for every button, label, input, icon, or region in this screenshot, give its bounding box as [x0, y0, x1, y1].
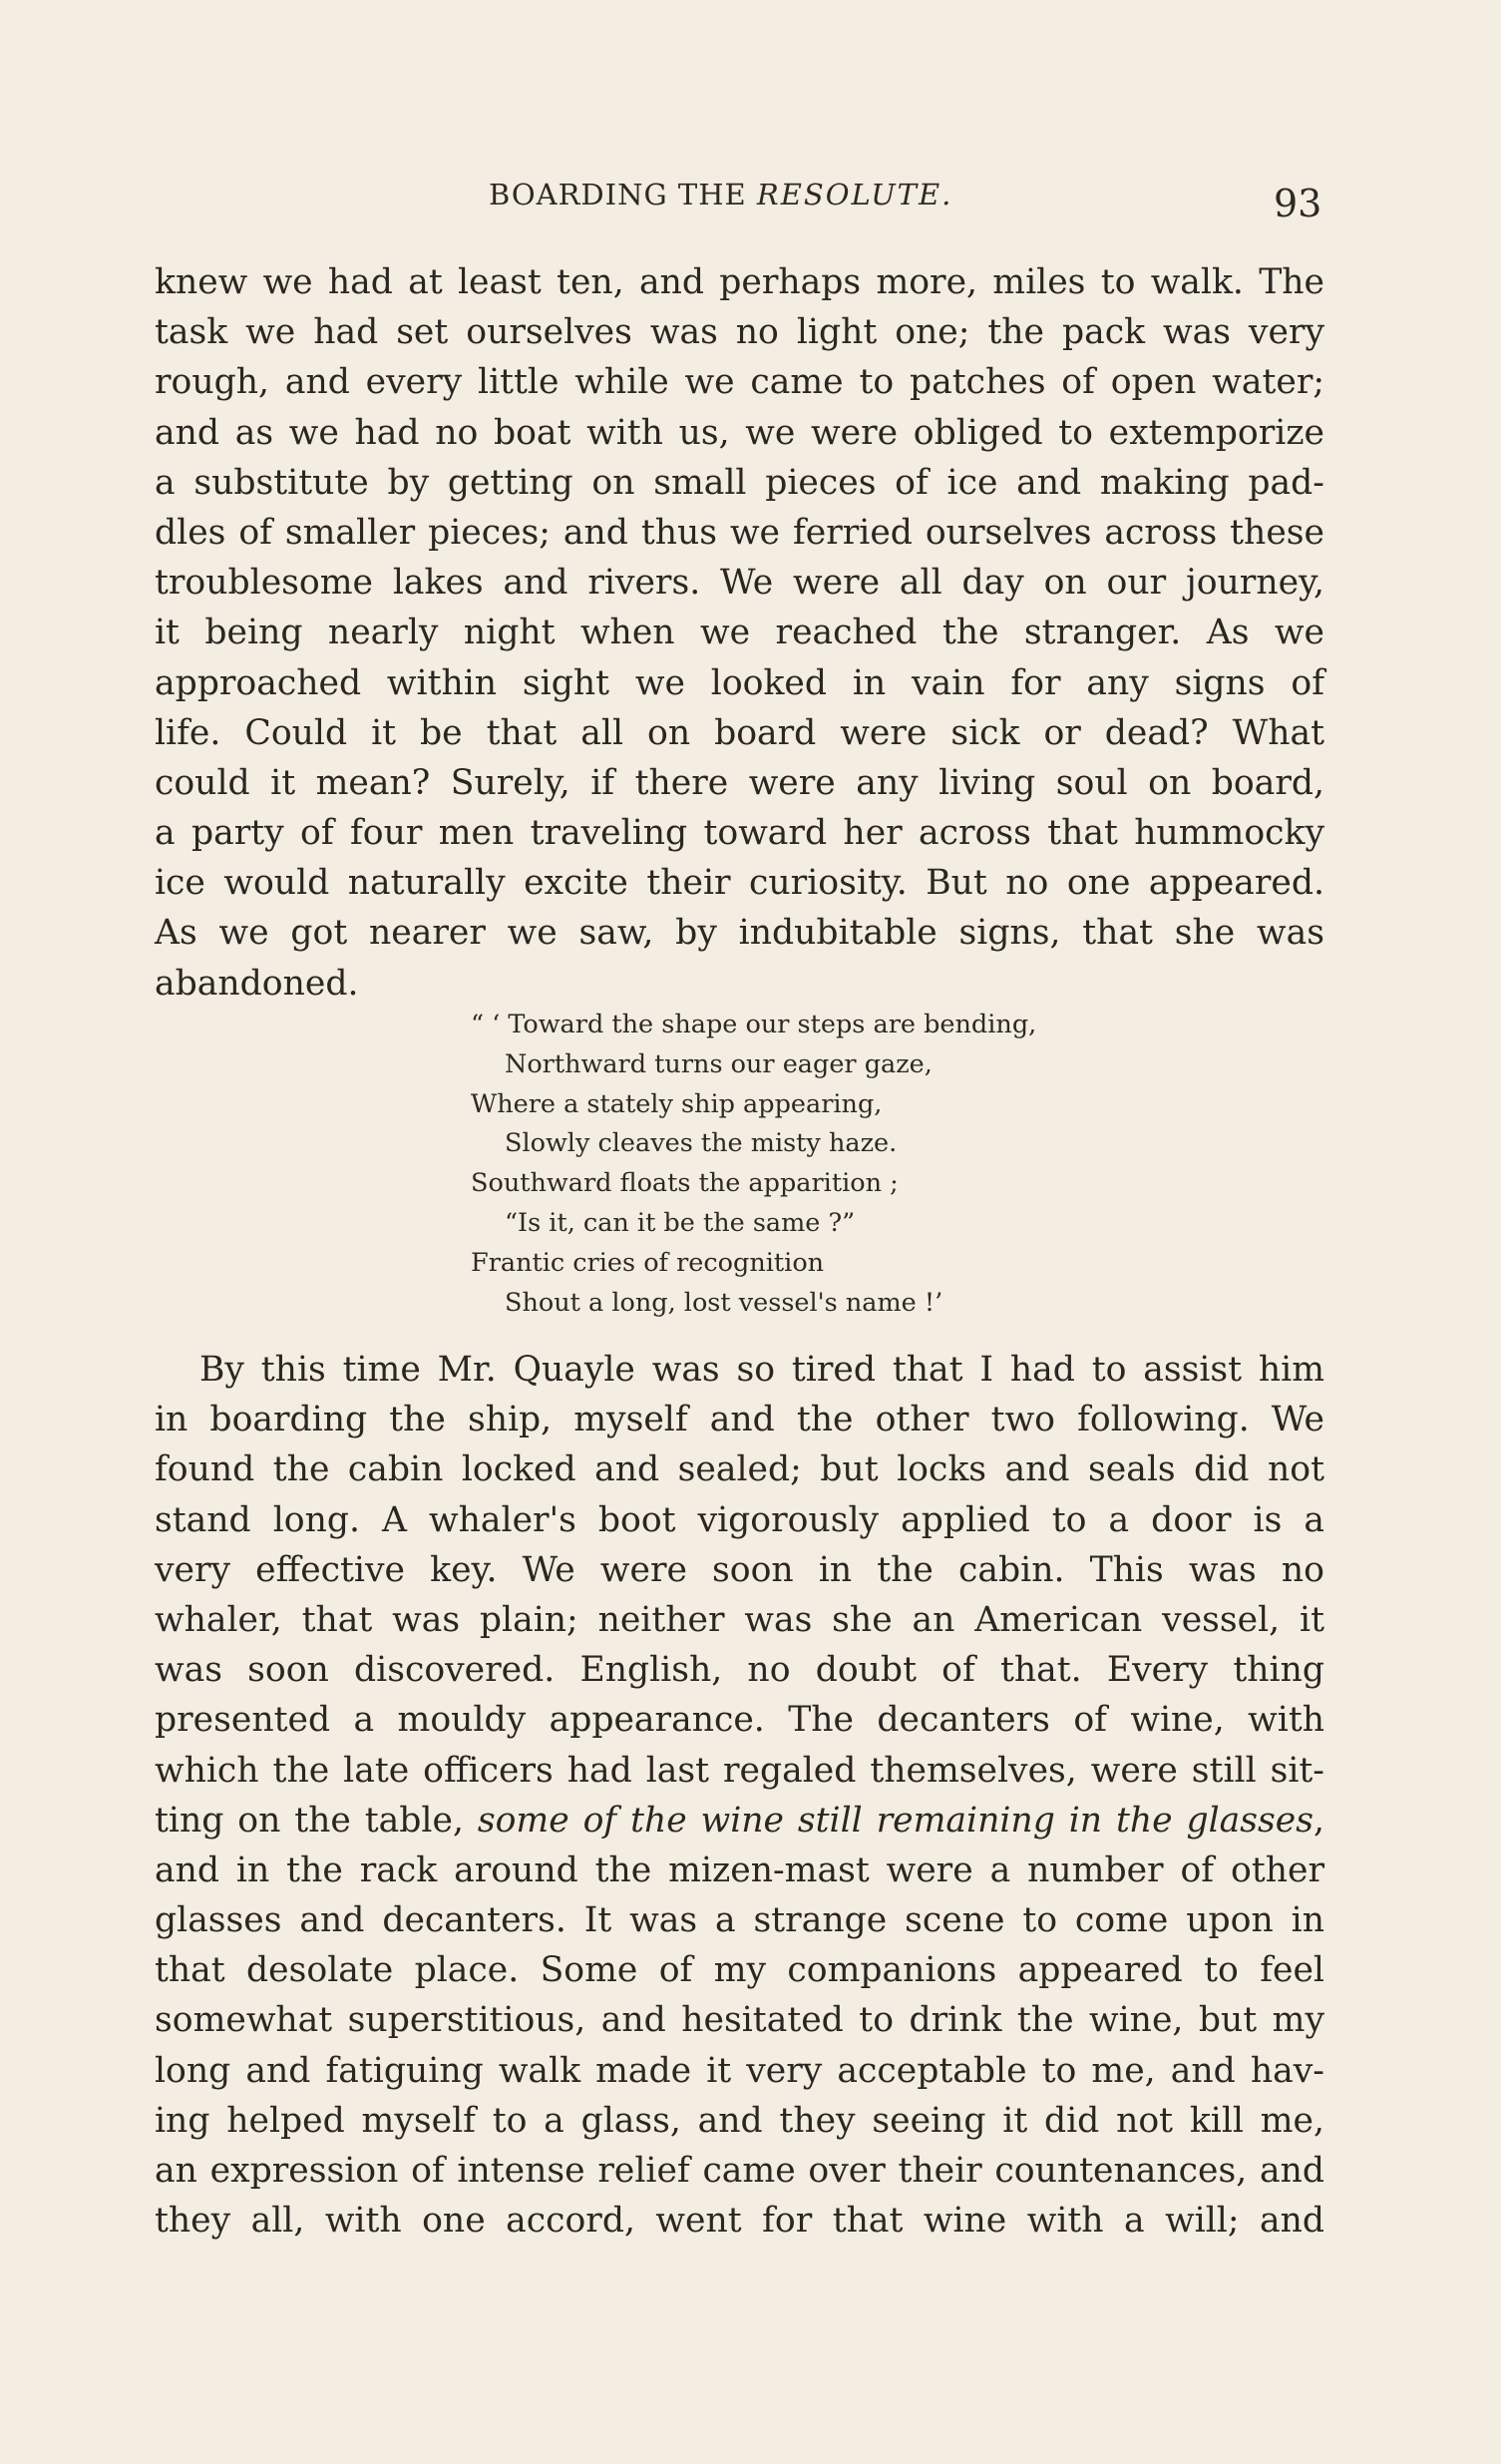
poem-quotation	[471, 1006, 1036, 1323]
paragraph-2	[155, 1345, 1324, 2246]
text-line: long and fatiguing walk made it very acceptable to me, and hav-	[155, 2050, 1324, 2091]
poem-line: “ ‘ Toward the shape our steps are bending,	[471, 1010, 1037, 1039]
text-line: a party of four men traveling toward her across that hummocky	[155, 813, 1324, 854]
text-line: presented a mouldy appearance. The decanters of wine, with	[155, 1700, 1324, 1741]
text-line: they all, with one accord, went for that wine with a will; and	[155, 2201, 1324, 2242]
text-line: a substitute by getting on small pieces of ice and making pad-	[155, 462, 1324, 503]
text-line: ing helped myself to a glass, and they seeing it did not kill me,	[155, 2100, 1324, 2141]
text-line: life. Could it be that all on board were sick or dead? What	[155, 712, 1324, 753]
text-line: knew we had at least ten, and perhaps more, miles to walk. The	[155, 262, 1324, 302]
text-line: approached within sight we looked in vain for any signs of	[155, 662, 1324, 703]
text-line: and as we had no boat with us, we were obliged to extemporize	[155, 412, 1324, 453]
italic-emphasis: some of the wine still remaining in the glasses	[477, 1800, 1313, 1841]
text-segment: ting on the table,	[155, 1800, 478, 1841]
text-line: that desolate place. Some of my companions appeared to feel	[155, 1950, 1324, 1991]
text-line: somewhat superstitious, and hesitated to drink the wine, but my	[155, 2000, 1324, 2041]
text-line: whaler, that was plain; neither was she an American vessel, it	[155, 1599, 1324, 1640]
poem-line: Frantic cries of recognition	[471, 1247, 825, 1278]
text-line: glasses and decanters. It was a strange scene to come upon in	[155, 1900, 1324, 1941]
text-segment: ,	[1313, 1800, 1324, 1841]
text-line: found the cabin locked and sealed; but locks and seals did not	[155, 1449, 1324, 1490]
text-line: it being nearly night when we reached the stranger. As we	[155, 613, 1324, 653]
running-head	[489, 178, 952, 211]
text-line: in boarding the ship, myself and the other two following. We	[155, 1400, 1324, 1440]
text-line: By this time Mr. Quayle was so tired that I had to assist him	[199, 1350, 1324, 1390]
poem-line: Where a stately ship appearing,	[471, 1088, 883, 1119]
poem-line: Slowly cleaves the misty haze.	[505, 1128, 898, 1159]
text-line: rough, and every little while we came to patches of open water;	[155, 362, 1324, 403]
page-number: 93	[1274, 182, 1322, 225]
text-line: very effective key. We were soon in the cabin. This was no	[155, 1549, 1324, 1590]
poem-line: Southward floats the apparition ;	[471, 1168, 899, 1199]
running-head-ship-name: RESOLUTE.	[756, 178, 953, 211]
poem-line: Shout a long, lost vessel's name !’	[505, 1287, 943, 1318]
running-head-text: BOARDING THE	[489, 178, 757, 211]
text-line: troublesome lakes and rivers. We were all day on our journey,	[155, 563, 1324, 604]
text-line: and in the rack around the mizen-mast were a number of other	[155, 1849, 1324, 1890]
text-line: an expression of intense relief came over their countenances, and	[155, 2151, 1324, 2191]
text-line: which the late officers had last regaled themselves, were still sit-	[155, 1750, 1324, 1791]
poem-line: Northward turns our eager gaze,	[505, 1048, 933, 1079]
text-line-with-italic	[155, 1796, 1324, 1846]
text-line: stand long. A whaler's boot vigorously applied to a door is a	[155, 1499, 1324, 1540]
text-line: abandoned.	[155, 963, 359, 1004]
text-line: ice would naturally excite their curiosity. But no one appeared.	[155, 863, 1324, 904]
text-line: As we got nearer we saw, by indubitable signs, that she was	[155, 913, 1324, 954]
paragraph-1	[155, 257, 1324, 1009]
text-line: was soon discovered. English, no doubt of that. Every thing	[155, 1650, 1324, 1691]
text-line: could it mean? Surely, if there were any living soul on board,	[155, 762, 1324, 803]
text-line: task we had set ourselves was no light one; the pack was very	[155, 312, 1324, 353]
text-line: dles of smaller pieces; and thus we ferried ourselves across these	[155, 512, 1324, 553]
poem-line: “Is it, can it be the same ?”	[505, 1207, 856, 1238]
